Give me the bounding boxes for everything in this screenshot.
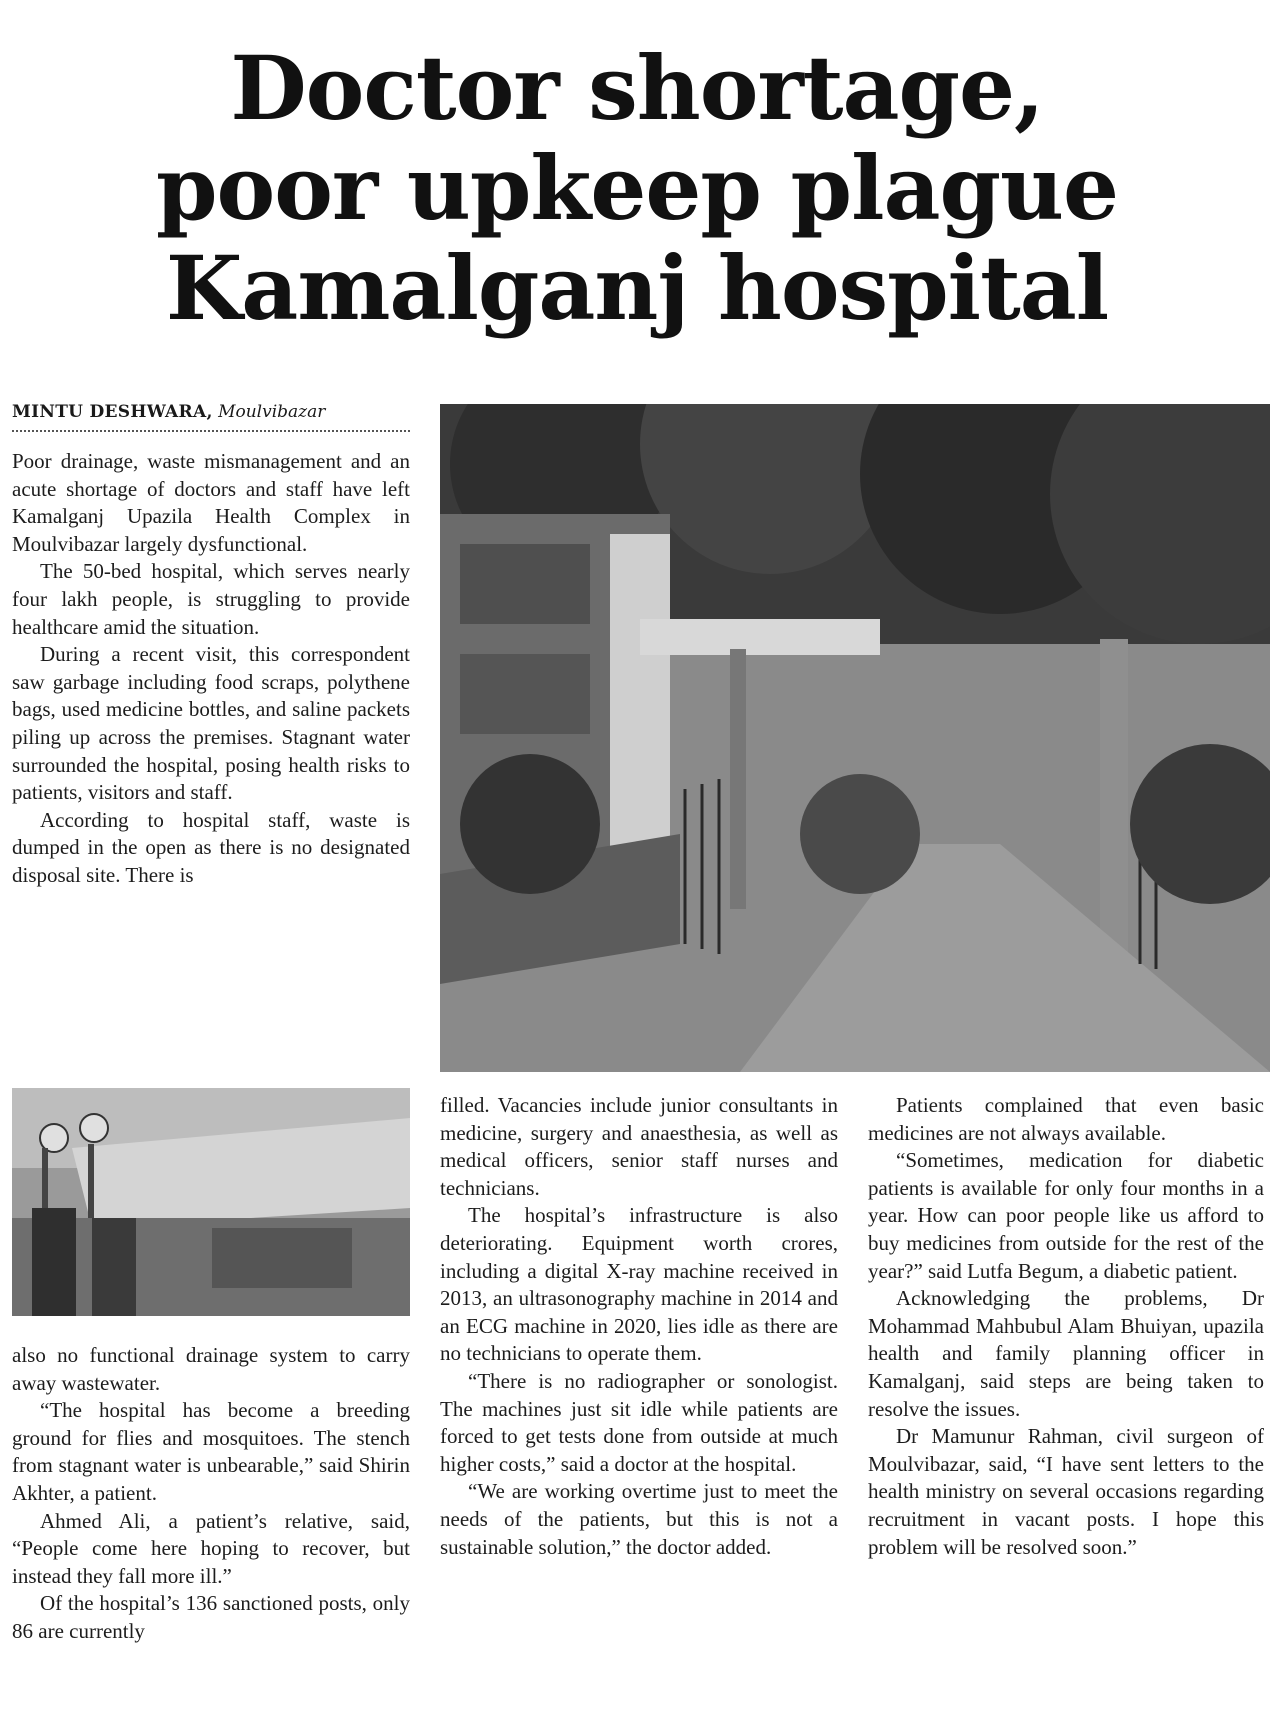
paragraph: The hospital’s infrastructure is also deteriorating. Equipment worth crores, including a digital X-ray machine received in 2013, an ultrasonography machine in 2014 and an ECG machine in 2020, lies idle as there are no technicians to operate them. (440, 1203, 838, 1366)
hospital-gate-illustration (440, 404, 1270, 1072)
paragraph: According to hospital staff, waste is dumped in the open as there is no designated disposal site. There is (12, 807, 410, 887)
headline-line-2: poor upkeep plague (155, 136, 1119, 240)
article-column-1-bottom (12, 1342, 410, 1646)
article-column-3 (868, 1092, 1264, 1561)
article-column-1-top (12, 448, 410, 890)
paragraph: also no functional drainage system to carry away wastewater. (12, 1343, 410, 1395)
paragraph: Acknowledging the problems, Dr Mohammad Mahbubul Alam Bhuiyan, upazila health and family planning officer in Kamalganj, said steps are being taken to resolve the issues. (868, 1286, 1264, 1421)
paragraph: “Sometimes, medication for diabetic patients is available for only four months in a year. How can poor people like us afford to buy medicines from outside for the rest of the year?” said Lutfa Begum, a diabetic patient. (868, 1148, 1264, 1283)
paragraph: Of the hospital’s 136 sanctioned posts, only 86 are currently (12, 1591, 410, 1643)
byline-author: MINTU DESHWARA, (12, 402, 213, 422)
paragraph: Poor drainage, waste mismanagement and an acute shortage of doctors and staff have left Kamalganj Upazila Health Complex in Moulvibazar largely dysfunctional. (12, 449, 410, 556)
byline (12, 400, 410, 432)
headline (0, 38, 1274, 338)
headline-line-3: Kamalganj hospital (165, 236, 1109, 340)
paragraph: The 50-bed hospital, which serves nearly four lakh people, is struggling to provide healthcare amid the situation. (12, 559, 410, 639)
hospital-gate-photo (440, 404, 1270, 1072)
paragraph: filled. Vacancies include junior consultants in medicine, surgery and anaesthesia, as well as medical officers, senior staff nurses and technicians. (440, 1093, 838, 1200)
oxygen-cylinders-bed-photo (12, 1088, 410, 1316)
paragraph: Ahmed Ali, a patient’s relative, said, “People come here hoping to recover, but instead they fall more ill.” (12, 1508, 410, 1588)
paragraph: Patients complained that even basic medicines are not always available. (868, 1093, 1264, 1145)
headline-line-1: Doctor shortage, (230, 36, 1044, 140)
paragraph: “We are working overtime just to meet the needs of the patients, but this is not a sustainable solution,” the doctor added. (440, 1479, 838, 1559)
paragraph: Dr Mamunur Rahman, civil surgeon of Moulvibazar, said, “I have sent letters to the health ministry on several occasions regarding recruitment in vacant posts. I hope this problem will be resolved soon.” (868, 1424, 1264, 1559)
paragraph: “The hospital has become a breeding ground for flies and mosquitoes. The stench from stagnant water is unbearable,” said Shirin Akhter, a patient. (12, 1398, 410, 1505)
article-column-2 (440, 1092, 838, 1561)
paragraph: “There is no radiographer or sonologist. The machines just sit idle while patients are forced to get tests done from outside at much higher costs,” said a doctor at the hospital. (440, 1368, 838, 1476)
oxygen-cylinder-illustration (12, 1088, 410, 1316)
paragraph: During a recent visit, this correspondent saw garbage including food scraps, polythene bags, used medicine bottles, and saline packets piling up across the premises. Stagnant water surrounded the hospital, posing health risks to patients, visitors and staff. (12, 642, 410, 805)
byline-location: Moulvibazar (218, 402, 326, 422)
